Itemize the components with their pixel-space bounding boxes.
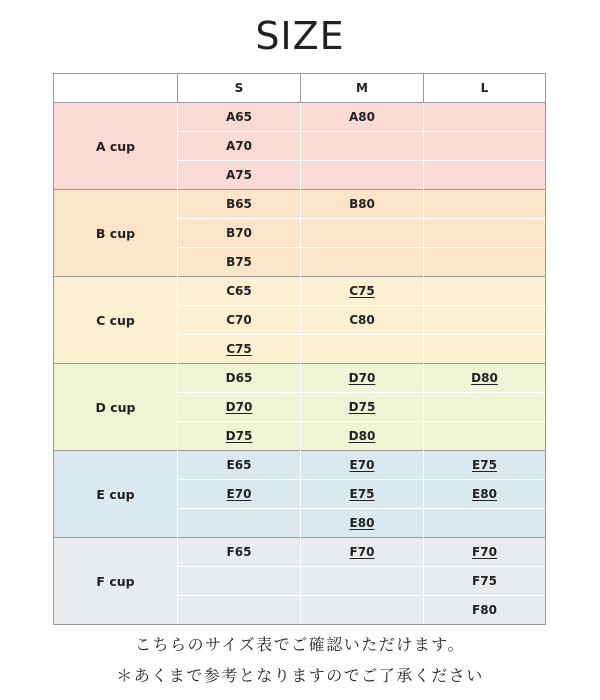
size-cell: E65 — [178, 451, 301, 480]
size-cell: F65 — [178, 538, 301, 567]
size-cell: C70 — [178, 306, 301, 335]
size-table — [53, 73, 546, 625]
size-cell: B80 — [301, 190, 424, 219]
cup-label: F cup — [54, 538, 178, 625]
size-cell: F70 — [301, 538, 424, 567]
size-cell — [301, 248, 424, 277]
disclaimer-note: ＊あくまで参考となりますのでご了承ください — [116, 666, 484, 685]
size-note: こちらのサイズ表でご確認いただけます。 — [135, 635, 465, 654]
size-cell: D80 — [301, 422, 424, 451]
size-cell — [424, 509, 546, 538]
size-cell: E70 — [301, 451, 424, 480]
header-size-m: M — [301, 74, 424, 103]
size-cell: E80 — [301, 509, 424, 538]
size-cell: D75 — [301, 393, 424, 422]
size-row — [54, 190, 546, 219]
size-cell: F70 — [424, 538, 546, 567]
size-cell — [424, 103, 546, 132]
header-corner — [54, 74, 178, 103]
header-size-l: L — [424, 74, 546, 103]
size-cell: F80 — [424, 596, 546, 625]
size-cell — [178, 596, 301, 625]
size-cell: E80 — [424, 480, 546, 509]
size-cell — [301, 132, 424, 161]
cup-label: B cup — [54, 190, 178, 277]
size-cell: C80 — [301, 306, 424, 335]
size-cell: E75 — [301, 480, 424, 509]
size-cell: D80 — [424, 364, 546, 393]
size-cell — [424, 161, 546, 190]
size-cell — [301, 219, 424, 248]
size-row — [54, 103, 546, 132]
size-cell: A70 — [178, 132, 301, 161]
cup-label: C cup — [54, 277, 178, 364]
size-cell — [424, 422, 546, 451]
header-size-s: S — [178, 74, 301, 103]
size-cell — [424, 190, 546, 219]
size-cell — [424, 306, 546, 335]
size-cell: D65 — [178, 364, 301, 393]
size-cell: E75 — [424, 451, 546, 480]
size-cell: B70 — [178, 219, 301, 248]
size-cell: C75 — [301, 277, 424, 306]
size-row — [54, 538, 546, 567]
size-cell — [424, 393, 546, 422]
size-row — [54, 364, 546, 393]
size-cell: F75 — [424, 567, 546, 596]
size-cell: A75 — [178, 161, 301, 190]
size-cell — [178, 567, 301, 596]
size-cell: A80 — [301, 103, 424, 132]
size-cell: D70 — [301, 364, 424, 393]
size-cell: D70 — [178, 393, 301, 422]
size-cell — [178, 509, 301, 538]
size-cell — [301, 567, 424, 596]
size-cell — [301, 161, 424, 190]
cup-label: D cup — [54, 364, 178, 451]
size-cell: C65 — [178, 277, 301, 306]
size-cell — [424, 277, 546, 306]
size-cell: E70 — [178, 480, 301, 509]
size-cell: D75 — [178, 422, 301, 451]
size-cell: B65 — [178, 190, 301, 219]
size-cell: B75 — [178, 248, 301, 277]
size-cell: C75 — [178, 335, 301, 364]
size-row — [54, 277, 546, 306]
size-cell — [424, 219, 546, 248]
cup-label: E cup — [54, 451, 178, 538]
size-cell — [301, 335, 424, 364]
size-cell — [424, 132, 546, 161]
size-cell — [424, 335, 546, 364]
cup-label: A cup — [54, 103, 178, 190]
size-cell — [301, 596, 424, 625]
size-row — [54, 451, 546, 480]
page-title: SIZE — [255, 14, 345, 58]
size-cell — [424, 248, 546, 277]
size-cell: A65 — [178, 103, 301, 132]
